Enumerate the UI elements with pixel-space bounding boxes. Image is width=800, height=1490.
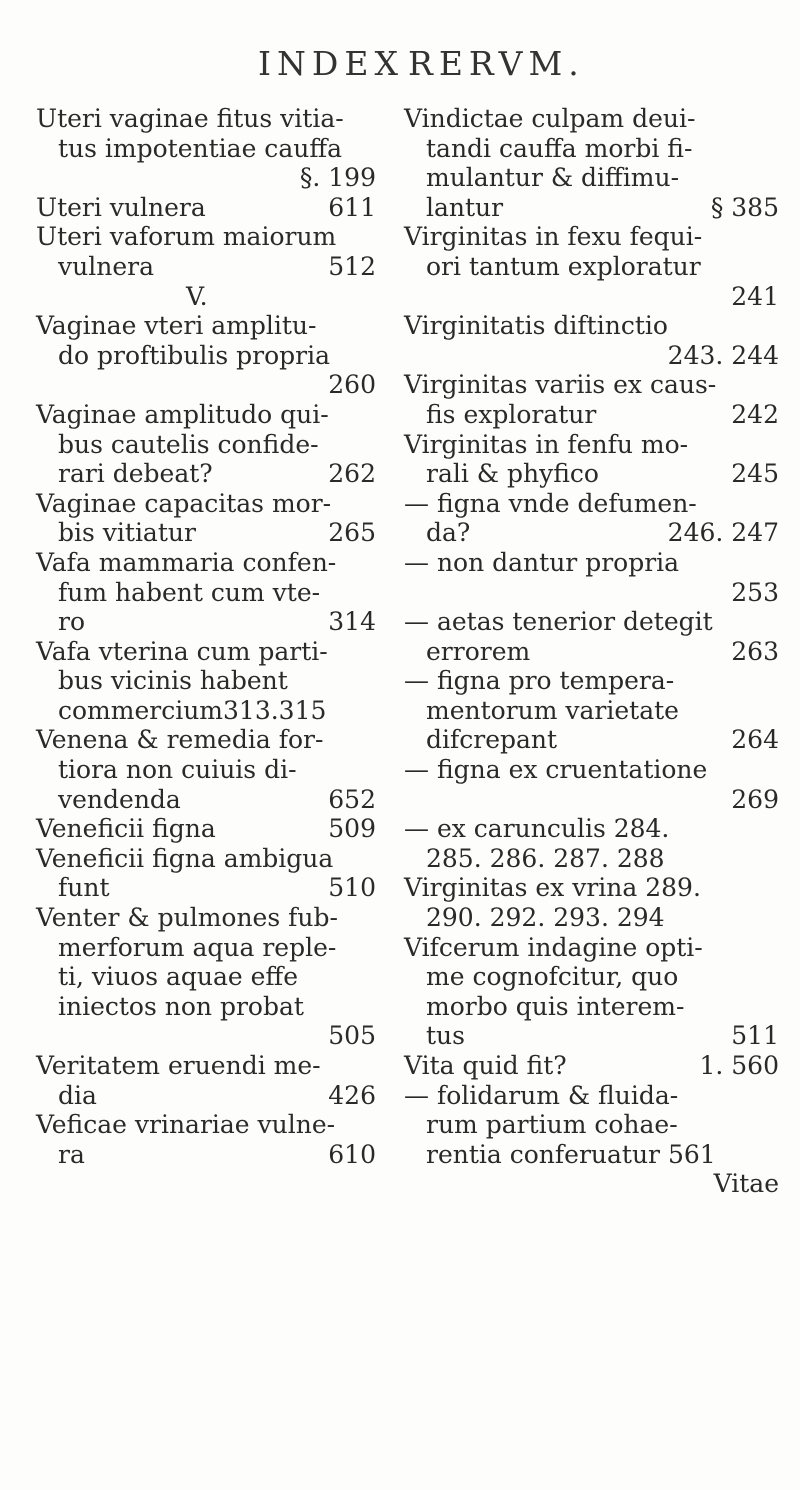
entry-text: Virginitas ex vrina 289.: [404, 873, 701, 903]
entry-text: fis exploratur: [426, 399, 597, 429]
index-entry-line: [36, 134, 376, 164]
entry-page-number: 265: [328, 518, 376, 548]
index-entry-line: [36, 489, 376, 519]
entry-text: tus impotentiae cauffa: [58, 133, 342, 163]
index-entry-line: [404, 637, 779, 667]
entry-text: difcrepant: [426, 725, 558, 755]
index-entry-line: [404, 1081, 779, 1111]
entry-text: mentorum varietate: [426, 695, 679, 725]
entry-page-number: 264: [731, 725, 779, 755]
index-entry-line: [36, 725, 376, 755]
entry-page-number: 512: [328, 251, 376, 281]
entry-text: bus cautelis confide-: [58, 429, 319, 459]
entry-text: tandi cauffa morbi fi-: [426, 133, 693, 163]
index-entry-line: [404, 933, 779, 963]
entry-text: — figna vnde defumen-: [404, 488, 697, 518]
index-entry-line: [404, 222, 779, 252]
index-entry-line: [404, 962, 779, 992]
entry-text: — folidarum & fluida-: [404, 1080, 679, 1110]
index-entry-line: [404, 873, 779, 903]
entry-text: Veficae vrinariae vulne-: [36, 1110, 336, 1140]
index-entry-line: [36, 1051, 376, 1081]
index-entry-line: [36, 755, 376, 785]
index-entry-line: [36, 282, 376, 312]
entry-text: — aetas tenerior detegit: [404, 607, 713, 637]
index-entry-line: [404, 755, 779, 785]
entry-text: Vaginae capacitas mor-: [36, 488, 332, 518]
index-entry-line: [36, 637, 376, 667]
index-entry-line: [36, 1021, 376, 1051]
right-index-column: [404, 104, 779, 1199]
entry-text: lantur: [426, 192, 504, 222]
entry-page-number: 510: [328, 873, 376, 903]
index-entry-line: [404, 992, 779, 1022]
entry-text: ro: [58, 607, 86, 637]
entry-text: Venter & pulmones fub-: [36, 903, 338, 933]
entry-text: Vita quid fit?: [404, 1051, 567, 1080]
entry-text: — ex carunculis 284.: [404, 814, 670, 844]
index-entry-line: [404, 578, 779, 608]
entry-text: iniectos non probat: [58, 991, 304, 1021]
index-entry-line: [36, 341, 376, 371]
header-left: INDEX: [258, 44, 404, 83]
entry-text: me cognofcitur, quo: [426, 962, 679, 992]
entry-text: Venena & remedia for-: [36, 725, 324, 755]
entry-text: Uteri vaginae fitus vitia-: [36, 104, 344, 133]
index-entry-line: [36, 844, 376, 874]
entry-page-number: 610: [328, 1139, 376, 1169]
entry-page-number: 253: [731, 577, 779, 607]
entry-text: rari debeat?: [58, 459, 213, 489]
index-entry-line: [404, 607, 779, 637]
entry-text: vulnera: [58, 251, 154, 281]
index-entry-line: [36, 252, 376, 282]
entry-page-number: 511: [731, 1021, 779, 1051]
index-entry-line: [404, 1021, 779, 1051]
entry-page-number: 505: [328, 1021, 376, 1051]
index-entry-line: [404, 489, 779, 519]
entry-text: Veneficii figna ambigua: [36, 843, 334, 873]
index-entry-line: [404, 903, 779, 933]
index-entry-line: [36, 933, 376, 963]
entry-page-number: §. 199: [299, 163, 376, 193]
index-entry-line: [36, 400, 376, 430]
entry-page-number: 241: [731, 281, 779, 311]
entry-text: Virginitas in fenfu mo-: [404, 429, 689, 459]
index-entry-line: [404, 814, 779, 844]
left-index-column: [36, 104, 376, 1169]
entry-text: bus vicinis habent: [58, 666, 288, 696]
index-entry-line: [36, 1081, 376, 1111]
index-entry-line: [404, 548, 779, 578]
entry-page-number: 242: [731, 399, 779, 429]
entry-text: tus: [426, 1021, 465, 1051]
entry-text: — figna pro tempera-: [404, 666, 675, 696]
index-entry-line: [36, 903, 376, 933]
entry-page-number: 509: [328, 814, 376, 844]
index-entry-line: [36, 459, 376, 489]
index-entry-line: [404, 193, 779, 223]
index-entry-line: [404, 785, 779, 815]
entry-page-number: 426: [328, 1080, 376, 1110]
index-entry-line: [404, 518, 779, 548]
index-entry-line: [36, 1140, 376, 1170]
entry-text: — non dantur propria: [404, 547, 680, 577]
index-entry-line: [36, 163, 376, 193]
index-entry-line: [36, 370, 376, 400]
entry-page-number: 314: [328, 607, 376, 637]
entry-text: commercium313.315: [58, 695, 327, 725]
entry-text: tiora non cuiuis di-: [58, 755, 297, 785]
entry-text: morbo quis interem-: [426, 991, 685, 1021]
index-entry-line: [404, 311, 779, 341]
entry-text: dia: [58, 1080, 97, 1110]
index-entry-line: [404, 459, 779, 489]
entry-page-number: 243. 244: [667, 340, 779, 370]
entry-page-number: § 385: [710, 192, 779, 222]
entry-text: Vifcerum indagine opti-: [404, 932, 703, 962]
index-entry-line: [36, 962, 376, 992]
index-entry-line: [404, 341, 779, 371]
entry-text: rentia conferuatur 561: [426, 1139, 716, 1169]
entry-text: merforum aqua reple-: [58, 932, 337, 962]
index-entry-line: [36, 222, 376, 252]
index-entry-line: [404, 844, 779, 874]
index-entry-line: [36, 311, 376, 341]
entry-text: Vaginae vteri amplitu-: [36, 311, 317, 341]
entry-text: Veritatem eruendi me-: [36, 1051, 321, 1080]
index-entry-line: [404, 696, 779, 726]
entry-text: ori tantum exploratur: [426, 251, 701, 281]
index-entry-line: [36, 992, 376, 1022]
index-entry-line: [404, 725, 779, 755]
entry-text: Vafa mammaria confen-: [36, 547, 337, 577]
index-entry-line: [36, 548, 376, 578]
index-entry-line: [36, 104, 376, 134]
index-entry-line: [404, 252, 779, 282]
index-entry-line: [404, 163, 779, 193]
entry-text: Uteri vaforum maiorum: [36, 222, 337, 252]
index-entry-line: [404, 1140, 779, 1170]
index-entry-line: [36, 518, 376, 548]
entry-text: do proftibulis propria: [58, 340, 331, 370]
index-entry-line: [36, 1110, 376, 1140]
index-entry-line: [36, 578, 376, 608]
index-entry-line: [404, 666, 779, 696]
index-entry-line: [404, 1051, 779, 1081]
entry-text: rali & phyfico: [426, 459, 599, 489]
index-entry-line: [404, 1110, 779, 1140]
entry-text: fum habent cum vte-: [58, 577, 321, 607]
index-entry-line: [36, 607, 376, 637]
index-entry-line: [36, 696, 376, 726]
entry-text: rum partium cohae-: [426, 1110, 678, 1140]
index-entry-line: [36, 430, 376, 460]
entry-page-number: Vitae: [713, 1169, 779, 1199]
entry-page-number: 263: [731, 636, 779, 666]
entry-text: errorem: [426, 636, 531, 666]
index-entry-line: [404, 104, 779, 134]
index-entry-line: [36, 785, 376, 815]
entry-text: ra: [58, 1139, 85, 1169]
entry-page-number: 1. 560: [699, 1051, 779, 1080]
entry-text: Vaginae amplitudo qui-: [36, 399, 329, 429]
entry-page-number: 246. 247: [667, 518, 779, 548]
entry-page-number: 611: [328, 192, 376, 222]
index-entry-line: [404, 1169, 779, 1199]
entry-page-number: 652: [328, 784, 376, 814]
entry-text: Uteri vulnera: [36, 192, 206, 222]
entry-page-number: 245: [731, 459, 779, 489]
entry-text: Veneficii figna: [36, 814, 216, 844]
entry-text: 290. 292. 293. 294: [426, 903, 665, 933]
entry-text: funt: [58, 873, 110, 903]
entry-page-number: 269: [731, 784, 779, 814]
entry-text: Virginitas in fexu fequi-: [404, 222, 703, 252]
index-entry-line: [404, 134, 779, 164]
entry-text: 285. 286. 287. 288: [426, 843, 665, 873]
index-entry-line: [404, 370, 779, 400]
index-entry-line: [404, 400, 779, 430]
entry-text: Vafa vterina cum parti-: [36, 636, 328, 666]
index-entry-line: [36, 873, 376, 903]
entry-text: — figna ex cruentatione: [404, 755, 708, 785]
page-header: [0, 44, 800, 84]
entry-text: Virginitas variis ex caus-: [404, 370, 717, 400]
entry-text: V.: [186, 281, 208, 311]
index-entry-line: [404, 430, 779, 460]
entry-page-number: 260: [328, 370, 376, 400]
index-entry-line: [404, 282, 779, 312]
header-right: RERVM.: [408, 44, 585, 83]
index-entry-line: [36, 666, 376, 696]
index-entry-line: [36, 193, 376, 223]
entry-text: bis vitiatur: [58, 518, 196, 548]
entry-text: Virginitatis diftinctio: [404, 311, 668, 341]
entry-text: ti, viuos aquae effe: [58, 962, 298, 992]
entry-page-number: 262: [328, 459, 376, 489]
index-entry-line: [36, 814, 376, 844]
entry-text: da?: [426, 518, 471, 548]
entry-text: mulantur & diffimu-: [426, 163, 680, 193]
entry-text: vendenda: [58, 784, 181, 814]
entry-text: Vindictae culpam deui-: [404, 104, 696, 133]
